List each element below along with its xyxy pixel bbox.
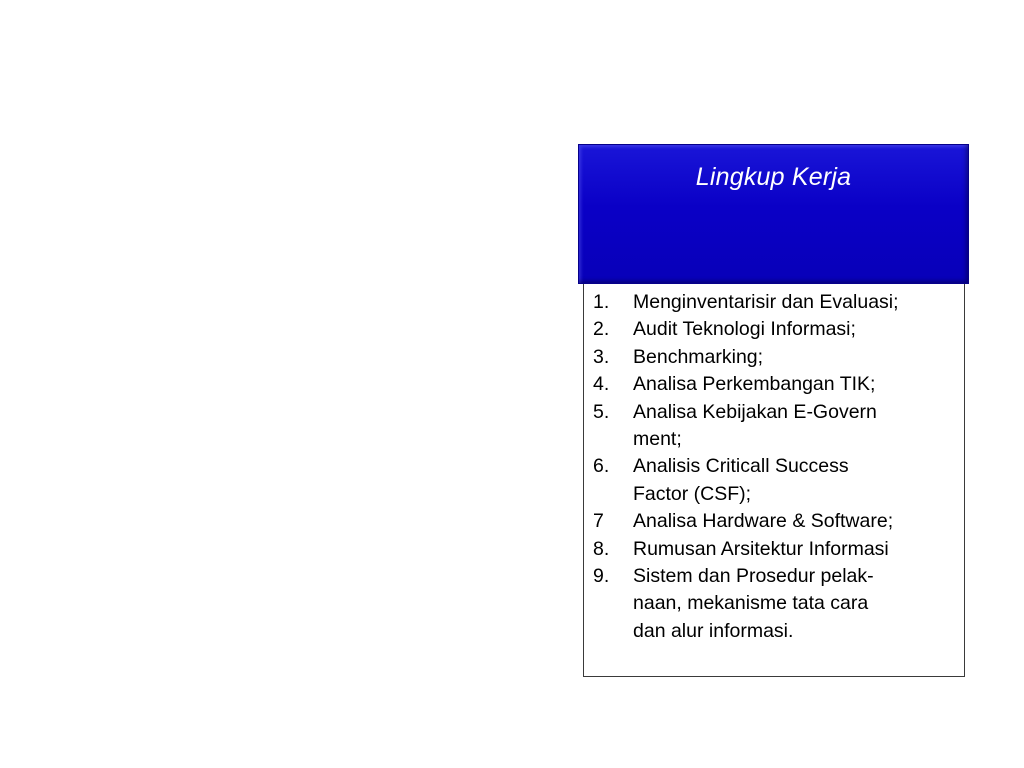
list-item-number: 1.	[593, 291, 610, 313]
list-item-number: 9.	[593, 565, 610, 588]
list-item-number: 7	[593, 510, 604, 533]
list-item	[584, 316, 964, 343]
list-item	[584, 289, 964, 316]
list-item	[584, 508, 964, 535]
list-item-text: Menginventarisir dan Evaluasi;	[633, 291, 899, 313]
list-item-number: 5.	[593, 400, 610, 423]
list-item-number: 3.	[593, 345, 610, 368]
list-item	[584, 453, 964, 508]
list-item-text: Analisa Kebijakan E-Govern ment;	[633, 400, 877, 451]
header-title: Lingkup Kerja	[695, 163, 852, 191]
list-item	[584, 536, 964, 563]
list-item	[584, 563, 964, 645]
list-item-text: Analisa Hardware & Software;	[633, 510, 894, 533]
work-scope-list-box	[583, 284, 965, 677]
list-item-text: Sistem dan Prosedur pelak- naan, mekanisme tata cara dan alur informasi.	[633, 565, 874, 642]
list-item	[584, 399, 964, 454]
list-item-text: Analisa Perkembangan TIK;	[633, 373, 876, 396]
list-item-number: 4.	[593, 373, 610, 396]
list-item-number: 2.	[593, 318, 610, 341]
list-item	[584, 344, 964, 371]
work-scope-list	[584, 289, 964, 645]
list-item	[584, 371, 964, 398]
list-item-number: 8.	[593, 537, 610, 560]
list-item-text: Rumusan Arsitektur Informasi	[633, 537, 889, 560]
header-box	[578, 144, 969, 284]
list-item-text: Analisis Criticall Success Factor (CSF);	[633, 455, 849, 505]
list-item-number: 6.	[593, 455, 610, 478]
list-item-text: Audit Teknologi Informasi;	[633, 318, 856, 341]
list-item-text: Benchmarking;	[633, 345, 764, 368]
